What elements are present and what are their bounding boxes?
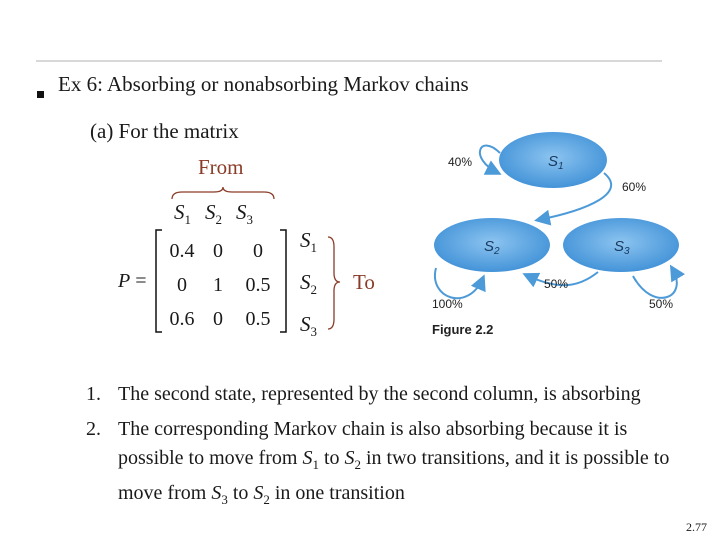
- edge-label-s3-to-s2: 50%: [544, 277, 569, 291]
- top-divider-line: [36, 60, 662, 62]
- node-label-s2: $S_2$: [484, 238, 500, 257]
- markov-state-diagram: [428, 128, 690, 343]
- note-number: 1.: [86, 383, 101, 405]
- node-label-s3: $S_3$: [614, 238, 630, 257]
- matrix-cell: 0.4: [169, 240, 195, 262]
- edge-label-s1-to-s2: 60%: [622, 180, 647, 194]
- edge-s2-self-loop: [435, 268, 483, 298]
- edge-s1-self-loop: [480, 146, 500, 173]
- row-header-s3: $S_3$: [300, 312, 317, 340]
- note-item-2: [86, 415, 676, 514]
- column-state-headers: [174, 200, 267, 228]
- matrix-cell: 1: [213, 274, 223, 296]
- page-number: 2.77: [686, 520, 707, 534]
- matrix-intro-text: (a) For the matrix: [90, 119, 239, 143]
- note-item-1: [86, 380, 676, 409]
- matrix-cell: 0.5: [245, 308, 271, 330]
- edge-label-s1-self: 40%: [448, 155, 473, 169]
- bullet-square: [37, 91, 44, 98]
- note-text: The corresponding Markov chain is also absorbing because it is possible to move from $S_1$ to $S_2$ in two transitions, and it is possible to move from $S_3$ to $S_2$ in one transition: [118, 418, 670, 507]
- to-brace: [326, 235, 346, 331]
- matrix-cell: 0: [213, 308, 223, 330]
- col-header-s2: $S_2$: [205, 200, 222, 228]
- matrix-name: P =: [118, 270, 147, 292]
- note-text: The second state, represented by the second column, is absorbing: [118, 383, 641, 405]
- row-header-s1: $S_1$: [300, 228, 317, 256]
- edge-label-s3-self: 50%: [649, 297, 674, 311]
- from-brace: [170, 186, 276, 200]
- matrix-cell: 0: [177, 274, 187, 296]
- matrix-cell: 0.5: [245, 274, 271, 296]
- row-header-s2: $S_2$: [300, 270, 317, 298]
- matrix-cell: 0: [213, 240, 223, 262]
- edge-s3-self-loop: [633, 268, 677, 298]
- notes-list: [86, 380, 676, 520]
- figure-caption: Figure 2.2: [432, 322, 494, 337]
- col-header-s3: $S_3$: [236, 200, 253, 228]
- slide-heading: Ex 6: Absorbing or nonabsorbing Markov chains: [58, 72, 469, 96]
- matrix-cell: 0.6: [169, 308, 195, 330]
- node-label-s1: $S_1$: [548, 153, 564, 172]
- note-number: 2.: [86, 418, 101, 440]
- matrix-cell: 0: [253, 240, 263, 262]
- to-label: To: [353, 270, 375, 294]
- edge-label-s2-self: 100%: [432, 297, 463, 311]
- col-header-s1: $S_1$: [174, 200, 191, 228]
- from-label: From: [198, 155, 244, 179]
